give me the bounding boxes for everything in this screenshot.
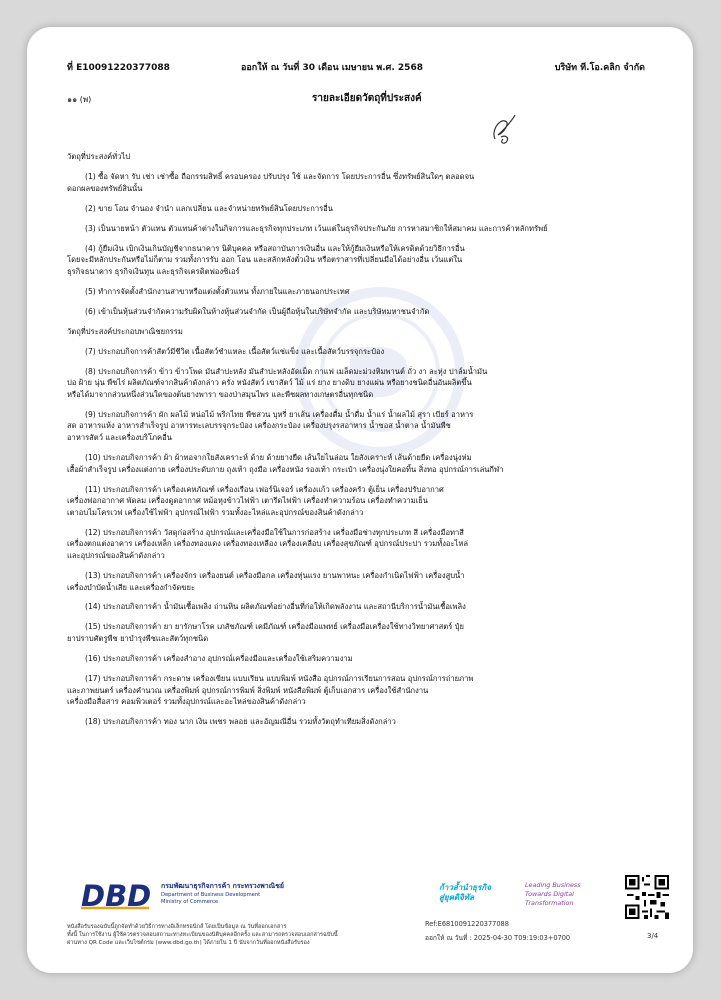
objective-line: ปอ ฝ้าย นุ่น พืชไร่ ผลิตภัณฑ์จากสินค้าดังกล่าว ครั่ง หนังสัตว์ เขาสัตว์ ไม้ แร่ ยาง ยางดิบ ยางแผ่น หรือยางชนิดอื่นอันผลิตขึ้น bbox=[67, 378, 472, 388]
objective-line: (14) ประกอบกิจการค้า น้ำมันเชื้อเพลิง ถ่านหิน ผลิตภัณฑ์อย่างอื่นที่ก่อให้เกิดพลังงาน และสถานีบริการน้ำมันเชื้อเพลิง bbox=[85, 602, 466, 612]
objective-line: สด อาหารแห้ง อาหารสำเร็จรูป อาหารทะเลบรรจุกระป๋อง เครื่องกระป๋อง เครื่องปรุงรสอาหาร น้ำซอส น้ำตาล น้ำมันพืช bbox=[67, 421, 451, 431]
objective-item-7 bbox=[67, 346, 627, 358]
slogan-en-line-2: Towards Digital bbox=[525, 890, 574, 898]
objective-line: เครื่องตกแต่งอาคาร เครื่องเหล็ก เครื่องทองแดง เครื่องทองเหลือง เครื่องเคลือบ เครื่องสุขภัณฑ์ อุปกรณ์ประปา รวมทั้งอะไหล่ bbox=[67, 539, 469, 549]
note-line-2: ทั้งนี้ ในการใช้งาน ผู้ใช้ควรตรวจสอบสถานะทางทะเบียนของนิติบุคคลอีกครั้ง และสามารถตรวจสอบเอกสารฉบับนี้ bbox=[67, 932, 338, 938]
objective-item-8 bbox=[67, 366, 627, 401]
objective-item-9 bbox=[67, 409, 627, 444]
issue-date: ออกให้ ณ วันที่ 30 เดือน เมษายน พ.ศ. 2568 bbox=[241, 63, 423, 73]
objective-item-16 bbox=[67, 653, 627, 665]
objective-line: (8) ประกอบกิจการค้า ข้าว ข้าวโพด มันสำปะหลัง มันสำปะหลังอัดเม็ด กาแฟ เมล็ดมะม่วงหิมพานต์ ถั่ว งา ละหุ่ง ปาล์มน้ำมัน bbox=[85, 366, 488, 376]
objective-item-6 bbox=[67, 306, 627, 318]
objective-line: โดยจะมีหลักประกันหรือไม่ก็ตาม รวมทั้งการรับ ออก โอน และสลักหลังตั๋วเงิน หรือตราสารที่เปลี่ยนมือได้อย่างอื่น เว้นแต่ใน bbox=[67, 255, 463, 265]
objective-line: (17) ประกอบกิจการค้า กระดาษ เครื่องเขียน แบบเรียน แบบพิมพ์ หนังสือ อุปกรณ์การเรียนการสอน อุปกรณ์การถ่ายภาพ bbox=[85, 674, 474, 684]
page-number: 3/4 bbox=[647, 932, 659, 940]
objective-item-4 bbox=[67, 243, 627, 278]
document-header bbox=[67, 60, 653, 76]
objective-line: (10) ประกอบกิจการค้า ผ้า ผ้าทอจากใยสังเคราะห์ ด้าย ด้ายยางยืด เส้นใยไนล่อน ใยสังเคราะห์ เส้นด้ายยืด เครื่องนุ่งห่ม bbox=[85, 452, 472, 462]
objective-item-1 bbox=[67, 171, 627, 194]
objective-line: (13) ประกอบกิจการค้า เครื่องจักร เครื่องยนต์ เครื่องมือกล เครื่องทุ่นแรง ยานพาหนะ เครื่องกำเนิดไฟฟ้า เครื่องสูบน้ำ bbox=[85, 570, 465, 580]
objective-line: เตาอบไมโครเวฟ เครื่องใช้ไฟฟ้า อุปกรณ์ไฟฟ้า รวมทั้งอะไหล่และอุปกรณ์ของสินค้าดังกล่าว bbox=[67, 507, 364, 517]
objective-item-2 bbox=[67, 203, 627, 215]
objective-line: (9) ประกอบกิจการค้า ผัก ผลไม้ หน่อไม้ พริกไทย พืชสวน บุหรี่ ยาเส้น เครื่องดื่ม น้ำดื่ม น้ำแร่ น้ำผลไม้ สุรา เบียร์ อาหาร bbox=[85, 409, 474, 419]
objective-line: (11) ประกอบกิจการค้า เครื่องเคหภัณฑ์ เครื่องเรือน เฟอร์นิเจอร์ เครื่องแก้ว เครื่องครัว ตู้เย็น เครื่องปรับอากาศ bbox=[85, 484, 444, 494]
objective-line: (12) ประกอบกิจการค้า วัสดุก่อสร้าง อุปกรณ์และเครื่องมือใช้ในการก่อสร้าง เครื่องมือช่างทุกประเภท สี เครื่องมือทาสี bbox=[85, 527, 464, 537]
objective-item-18 bbox=[67, 716, 627, 728]
signature-icon bbox=[489, 113, 519, 147]
dbd-name-english: Department of Business Development bbox=[161, 892, 261, 898]
page-footer bbox=[67, 875, 669, 965]
objective-line: วัตถุที่ประสงค์ประกอบพาณิชยกรรม bbox=[67, 326, 183, 336]
slogan-thai bbox=[439, 883, 491, 903]
slogan-en-line-1: Leading Business bbox=[525, 881, 581, 889]
objective-line: เครื่องฟอกอากาศ พัดลม เครื่องดูดอากาศ หม้อหุงข้าวไฟฟ้า เตารีดไฟฟ้า เครื่องทำความร้อน เครื่องทำความเย็น bbox=[67, 496, 428, 506]
qr-code-icon[interactable] bbox=[625, 875, 669, 919]
note-line-1: หนังสือรับรองฉบับนี้ถูกจัดทำด้วยวิธีการทางอิเล็กทรอนิกส์ โดยเป็นข้อมูล ณ วันที่ออกเอกสาร bbox=[67, 924, 287, 930]
objective-line: และภาพยนตร์ เครื่องคำนวณ เครื่องพิมพ์ อุปกรณ์การพิมพ์ สิ่งพิมพ์ หนังสือพิมพ์ ตู้เก็บเอกสาร เครื่องใช้สำนักงาน bbox=[67, 685, 429, 695]
objective-lead-general bbox=[67, 151, 627, 163]
objective-line: (2) ขาย โอน จำนอง จำนำ แลกเปลี่ยน และจำหน่ายทรัพย์สินโดยประการอื่น bbox=[85, 203, 333, 213]
objective-line: (6) เข้าเป็นหุ้นส่วนจำกัดความรับผิดในห้างหุ้นส่วนจำกัด เป็นผู้ถือหุ้นในบริษัทจำกัด และบริษัทมหาชนจำกัด bbox=[85, 306, 430, 316]
objective-item-13 bbox=[67, 570, 627, 593]
objective-line: (3) เป็นนายหน้า ตัวแทน ตัวแทนค้าต่างในกิจการและธุรกิจทุกประเภท เว้นแต่ในธุรกิจประกันภัย การหาสมาชิกให้สมาคม และการค้าหลักทรัพย์ bbox=[85, 223, 548, 233]
certificate-page bbox=[27, 27, 693, 973]
objective-item-5 bbox=[67, 286, 627, 298]
objective-line: หรือได้มาจากส่วนหนึ่งส่วนใดของต้นยางพารา ของป่าสมุนไพร และพืชผลทางเกษตรอื่นทุกชนิด bbox=[67, 389, 374, 399]
objective-item-11 bbox=[67, 484, 627, 519]
title-row bbox=[67, 91, 653, 107]
objective-line: และอุปกรณ์ของสินค้าดังกล่าว bbox=[67, 550, 165, 560]
objective-line: (7) ประกอบกิจการค้าสัตว์มีชีวิต เนื้อสัตว์ชำแหละ เนื้อสัตว์แช่แข็ง และเนื้อสัตว์บรรจุกระป๋อง bbox=[85, 346, 385, 356]
issued-timestamp: ออกให้ ณ วันที่ : 2025-04-30 T09:19:03+0700 bbox=[425, 934, 571, 942]
objective-line: ดอกผลของทรัพย์สินนั้น bbox=[67, 183, 143, 193]
page-title: รายละเอียดวัตถุที่ประสงค์ bbox=[312, 93, 422, 104]
slogan-thai-line-1: ก้าวล้ำนำธุรกิจ bbox=[439, 883, 491, 892]
objective-item-12 bbox=[67, 527, 627, 562]
svg-text:DBD: DBD bbox=[81, 879, 152, 911]
objective-line: อาหารสัตว์ และเครื่องบริโภคอื่น bbox=[67, 433, 172, 442]
objective-line: (1) ซื้อ จัดหา รับ เช่า เช่าซื้อ ถือกรรมสิทธิ์ ครอบครอง ปรับปรุง ใช้ และจัดการ โดยประการอื่น ซึ่งทรัพย์สินใดๆ ตลอดจน bbox=[85, 171, 475, 181]
objective-item-15 bbox=[67, 621, 627, 644]
objective-line: (4) กู้ยืมเงิน เบิกเงินเกินบัญชีจากธนาคาร นิติบุคคล หรือสถาบันการเงินอื่น และให้กู้ยืมเงินหรือให้เครดิตด้วยวิธีการอื่น bbox=[85, 243, 465, 253]
objective-line: (16) ประกอบกิจการค้า เครื่องสำอาง อุปกรณ์เครื่องมือและเครื่องใช้เสริมความงาม bbox=[85, 654, 353, 664]
slogan-thai-line-2: สู่ยุคดิจิทัล bbox=[439, 893, 474, 902]
objective-line: เครื่องมือสื่อสาร คอมพิวเตอร์ รวมทั้งอุปกรณ์และอะไหล่ของสินค้าดังกล่าว bbox=[67, 697, 306, 707]
company-name: บริษัท ที.โอ.คลิก จำกัด bbox=[554, 63, 645, 73]
objectives-list bbox=[67, 151, 627, 736]
objective-line: เครื่องบำบัดน้ำเสีย และเครื่องกำจัดขยะ bbox=[67, 582, 196, 592]
objective-item-3 bbox=[67, 223, 627, 235]
objective-item-14 bbox=[67, 601, 627, 613]
dbd-logo-icon bbox=[79, 877, 155, 911]
objective-lead-commerce bbox=[67, 326, 627, 338]
document-number: ที่ E10091220377088 bbox=[67, 63, 170, 73]
dbd-name-thai: กรมพัฒนาธุรกิจการค้า กระทรวงพาณิชย์ bbox=[161, 882, 284, 890]
reference-number: Ref:E6810091220377088 bbox=[425, 920, 509, 928]
note-line-3: ผ่านทาง QR Code และเว็บไซต์กรม (www.dbd.go.th) ได้ภายใน 1 ปี นับจากวันที่ออกหนังสือรับรอง bbox=[67, 940, 310, 946]
disclaimer-note bbox=[67, 923, 427, 947]
objective-item-17 bbox=[67, 673, 627, 708]
objective-item-10 bbox=[67, 452, 627, 475]
objective-line: วัตถุที่ประสงค์ทั่วไป bbox=[67, 152, 131, 161]
dbd-ministry: Ministry of Commerce bbox=[161, 899, 219, 905]
slogan-en-line-3: Transformation bbox=[525, 899, 574, 907]
objective-line: ธุรกิจธนาคาร ธุรกิจเงินทุน และธุรกิจเครดิตฟองซิเอร์ bbox=[67, 266, 240, 276]
objective-line: (15) ประกอบกิจการค้า ยา ยารักษาโรค เภสัชภัณฑ์ เคมีภัณฑ์ เครื่องมือแพทย์ เครื่องมือเครื่องใช้ทางวิทยาศาสตร์ ปุ๋ย bbox=[85, 622, 464, 632]
objective-line: เสื้อผ้าสำเร็จรูป เครื่องแต่งกาย เครื่องประดับกาย ถุงเท้า ถุงมือ เครื่องหนัง รองเท้า กระเป๋า เครื่องนุ่งใยคอทิ้น สิ่งทอ อุปกรณ์การเล่นกีฬา bbox=[67, 464, 504, 474]
sheet-number: ๑๑ (พ) bbox=[67, 95, 92, 104]
objective-line: ยาปราบศัตรูพืช ยาบำรุงพืชและสัตว์ทุกชนิด bbox=[67, 634, 209, 644]
objective-line: (5) ทำการจัดตั้งสำนักงานสาขาหรือแต่งตั้งตัวแทน ทั้งภายในและภายนอกประเทศ bbox=[85, 286, 350, 296]
objective-line: (18) ประกอบกิจการค้า ทอง นาก เงิน เพชร พลอย และอัญมณีอื่น รวมทั้งวัตถุทำเทียมสิ่งดังกล่าว bbox=[85, 717, 396, 727]
slogan-english bbox=[525, 881, 581, 908]
